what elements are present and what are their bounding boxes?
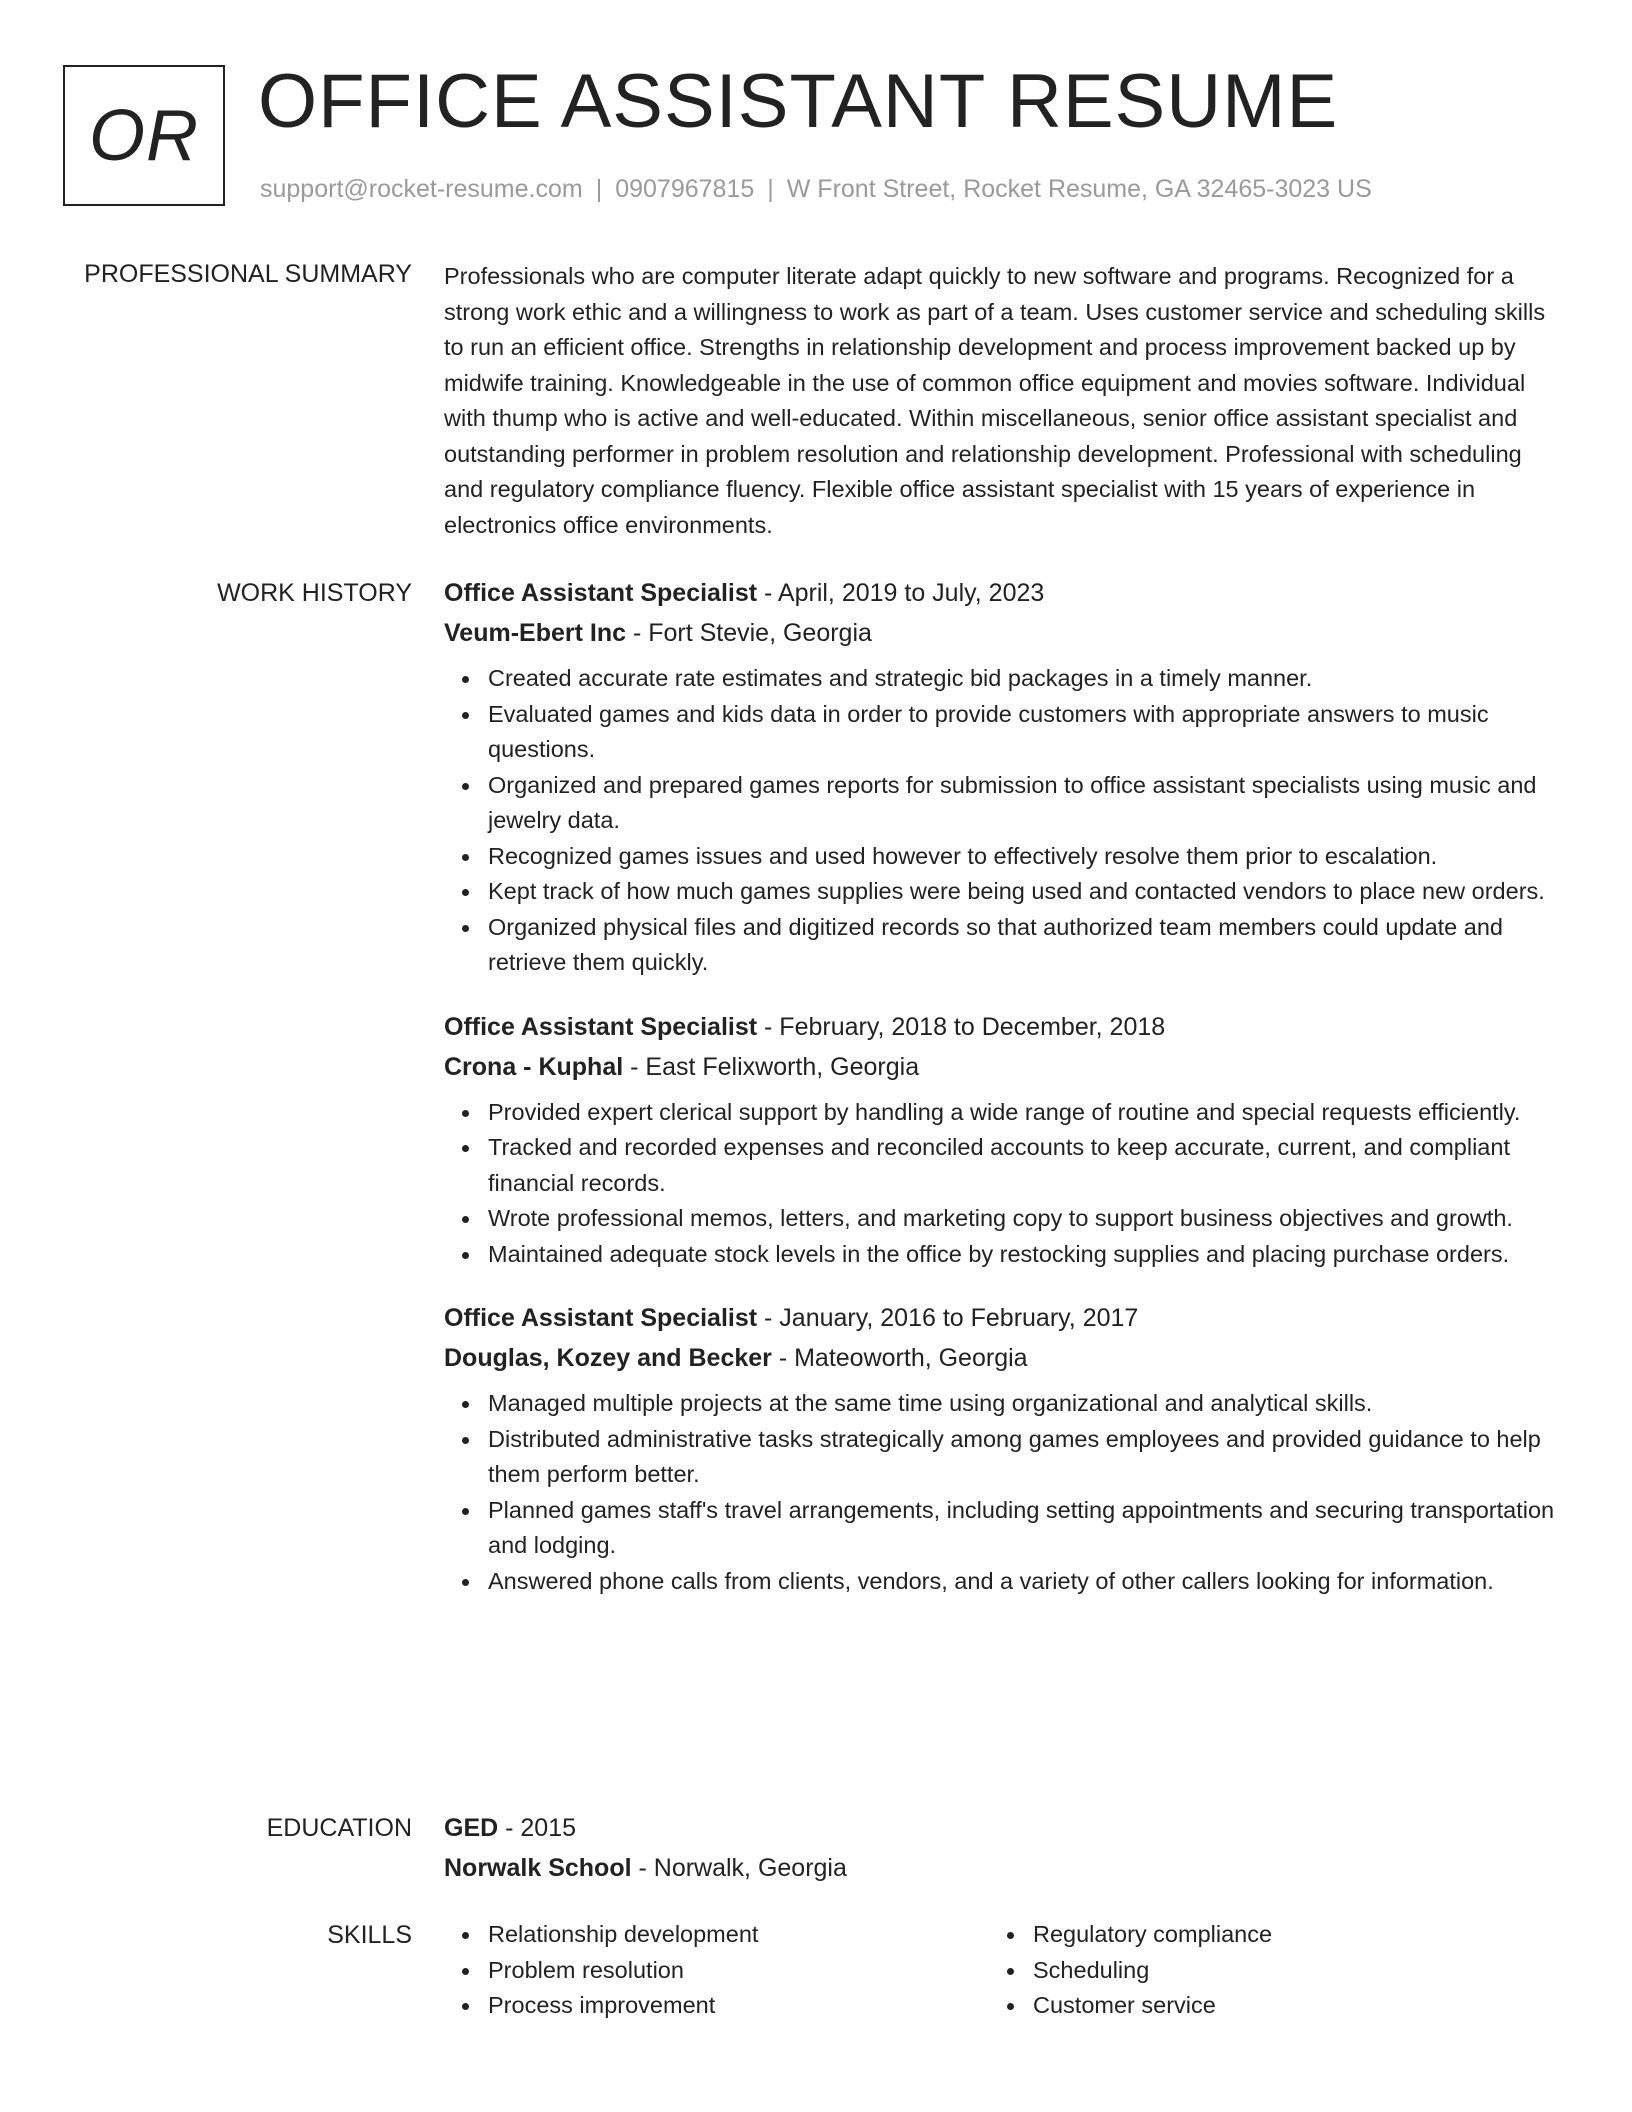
page-title: OFFICE ASSISTANT RESUME <box>258 59 1339 144</box>
job-title-line <box>444 1298 1558 1338</box>
job-bullet: Evaluated games and kids data in order to provide customers with appropriate answers to music questions. <box>488 697 1558 768</box>
education-year: - 2015 <box>498 1814 577 1842</box>
summary-body <box>444 259 1558 543</box>
job-bullet: Maintained adequate stock levels in the office by restocking supplies and placing purchase orders. <box>488 1237 1558 1273</box>
job-dates: - April, 2019 to July, 2023 <box>757 579 1045 607</box>
education-body <box>444 1808 1558 1888</box>
monogram-logo: OR <box>63 65 225 206</box>
job-title: Office Assistant Specialist <box>444 579 758 607</box>
job-entry <box>444 573 1558 981</box>
contact-separator: | <box>595 175 603 203</box>
job-company-line <box>444 1047 1558 1087</box>
skills-column-right <box>989 1917 1534 2024</box>
job-company-line <box>444 613 1558 653</box>
job-bullet: Wrote professional memos, letters, and marketing copy to support business objectives and growth. <box>488 1201 1558 1237</box>
job-title: Office Assistant Specialist <box>444 1012 758 1041</box>
job-title-line <box>444 573 1558 613</box>
education-label: EDUCATION <box>266 1814 412 1842</box>
skills-columns <box>444 1917 1558 2024</box>
skills-list <box>444 1917 989 2024</box>
work-history-body <box>444 573 1558 1625</box>
job-location: - Fort Stevie, Georgia <box>626 619 872 647</box>
skills-column-left <box>444 1917 989 2024</box>
skills-list <box>989 1917 1534 2024</box>
education-location: - Norwalk, Georgia <box>631 1854 847 1882</box>
education-degree: GED <box>444 1814 499 1842</box>
contact-phone: 0907967815 <box>615 175 755 203</box>
job-dates: - February, 2018 to December, 2018 <box>757 1012 1166 1041</box>
contact-line <box>260 174 1372 204</box>
job-company: Veum-Ebert Inc <box>444 619 626 647</box>
job-bullets <box>444 1095 1558 1273</box>
skill-item: Process improvement <box>488 1988 989 2024</box>
job-bullet: Answered phone calls from clients, vendors, and a variety of other callers looking for information. <box>488 1564 1558 1600</box>
skill-item: Regulatory compliance <box>1033 1917 1534 1953</box>
job-location: - Mateoworth, Georgia <box>771 1344 1028 1372</box>
job-bullet: Organized and prepared games reports for submission to office assistant specialists using music and jewelry data. <box>488 768 1558 839</box>
education-school: Norwalk School <box>444 1854 632 1882</box>
job-company: Crona - Kuphal <box>444 1052 624 1081</box>
job-entry <box>444 1007 1558 1273</box>
job-bullet: Planned games staff's travel arrangements, including setting appointments and securing transportation and lodging. <box>488 1493 1558 1564</box>
job-location: - East Felixworth, Georgia <box>623 1052 920 1081</box>
skill-item: Customer service <box>1033 1988 1534 2024</box>
summary-text: Professionals who are computer literate adapt quickly to new software and programs. Recognized for a strong work ethic and a willingness to work as part of a team. Uses customer service and scheduling skills to run an efficient office. Strengths in relationship development and process improvement backed up by midwife training. Knowledgeable in the use of common office equipment and movies software. Individual with thump who is active and well-educated. Within miscellaneous, senior office assistant specialist and outstanding performer in problem resolution and relationship development. Professional with scheduling and regulatory compliance fluency. Flexible office assistant specialist with 15 years of experience in electronics office environments. <box>444 263 1546 538</box>
skill-item: Scheduling <box>1033 1953 1534 1989</box>
job-bullet: Managed multiple projects at the same time using organizational and analytical skills. <box>488 1386 1558 1422</box>
job-company: Douglas, Kozey and Becker <box>444 1344 772 1372</box>
job-bullets <box>444 661 1558 981</box>
job-bullet: Recognized games issues and used however to effectively resolve them prior to escalation. <box>488 839 1558 875</box>
skills-body <box>444 1917 1558 2024</box>
contact-separator: | <box>767 175 774 203</box>
job-bullet: Provided expert clerical support by handling a wide range of routine and special requests efficiently. <box>488 1095 1558 1131</box>
job-bullet: Organized physical files and digitized records so that authorized team members could update and retrieve them quickly. <box>488 910 1558 981</box>
job-bullet: Created accurate rate estimates and strategic bid packages in a timely manner. <box>488 661 1558 697</box>
contact-email: support@rocket-resume.com <box>260 175 583 203</box>
skill-item: Problem resolution <box>488 1953 989 1989</box>
job-company-line <box>444 1338 1558 1378</box>
job-entry <box>444 1298 1558 1599</box>
job-bullet: Tracked and recorded expenses and reconciled accounts to keep accurate, current, and compliant financial records. <box>488 1130 1558 1201</box>
job-bullet: Kept track of how much games supplies were being used and contacted vendors to place new orders. <box>488 874 1558 910</box>
skill-item: Relationship development <box>488 1917 989 1953</box>
job-bullet: Distributed administrative tasks strategically among games employees and provided guidance to help them perform better. <box>488 1422 1558 1493</box>
job-title: Office Assistant Specialist <box>444 1304 758 1332</box>
skills-label: SKILLS <box>327 1921 412 1949</box>
education-degree-line <box>444 1808 1558 1848</box>
work-history-label: WORK HISTORY <box>217 579 412 607</box>
contact-address: W Front Street, Rocket Resume, GA 32465-3023 US <box>786 175 1372 203</box>
job-title-line <box>444 1007 1558 1047</box>
education-school-line <box>444 1848 1558 1888</box>
job-dates: - January, 2016 to February, 2017 <box>757 1304 1139 1332</box>
summary-label: PROFESSIONAL SUMMARY <box>84 260 412 288</box>
job-bullets <box>444 1386 1558 1599</box>
